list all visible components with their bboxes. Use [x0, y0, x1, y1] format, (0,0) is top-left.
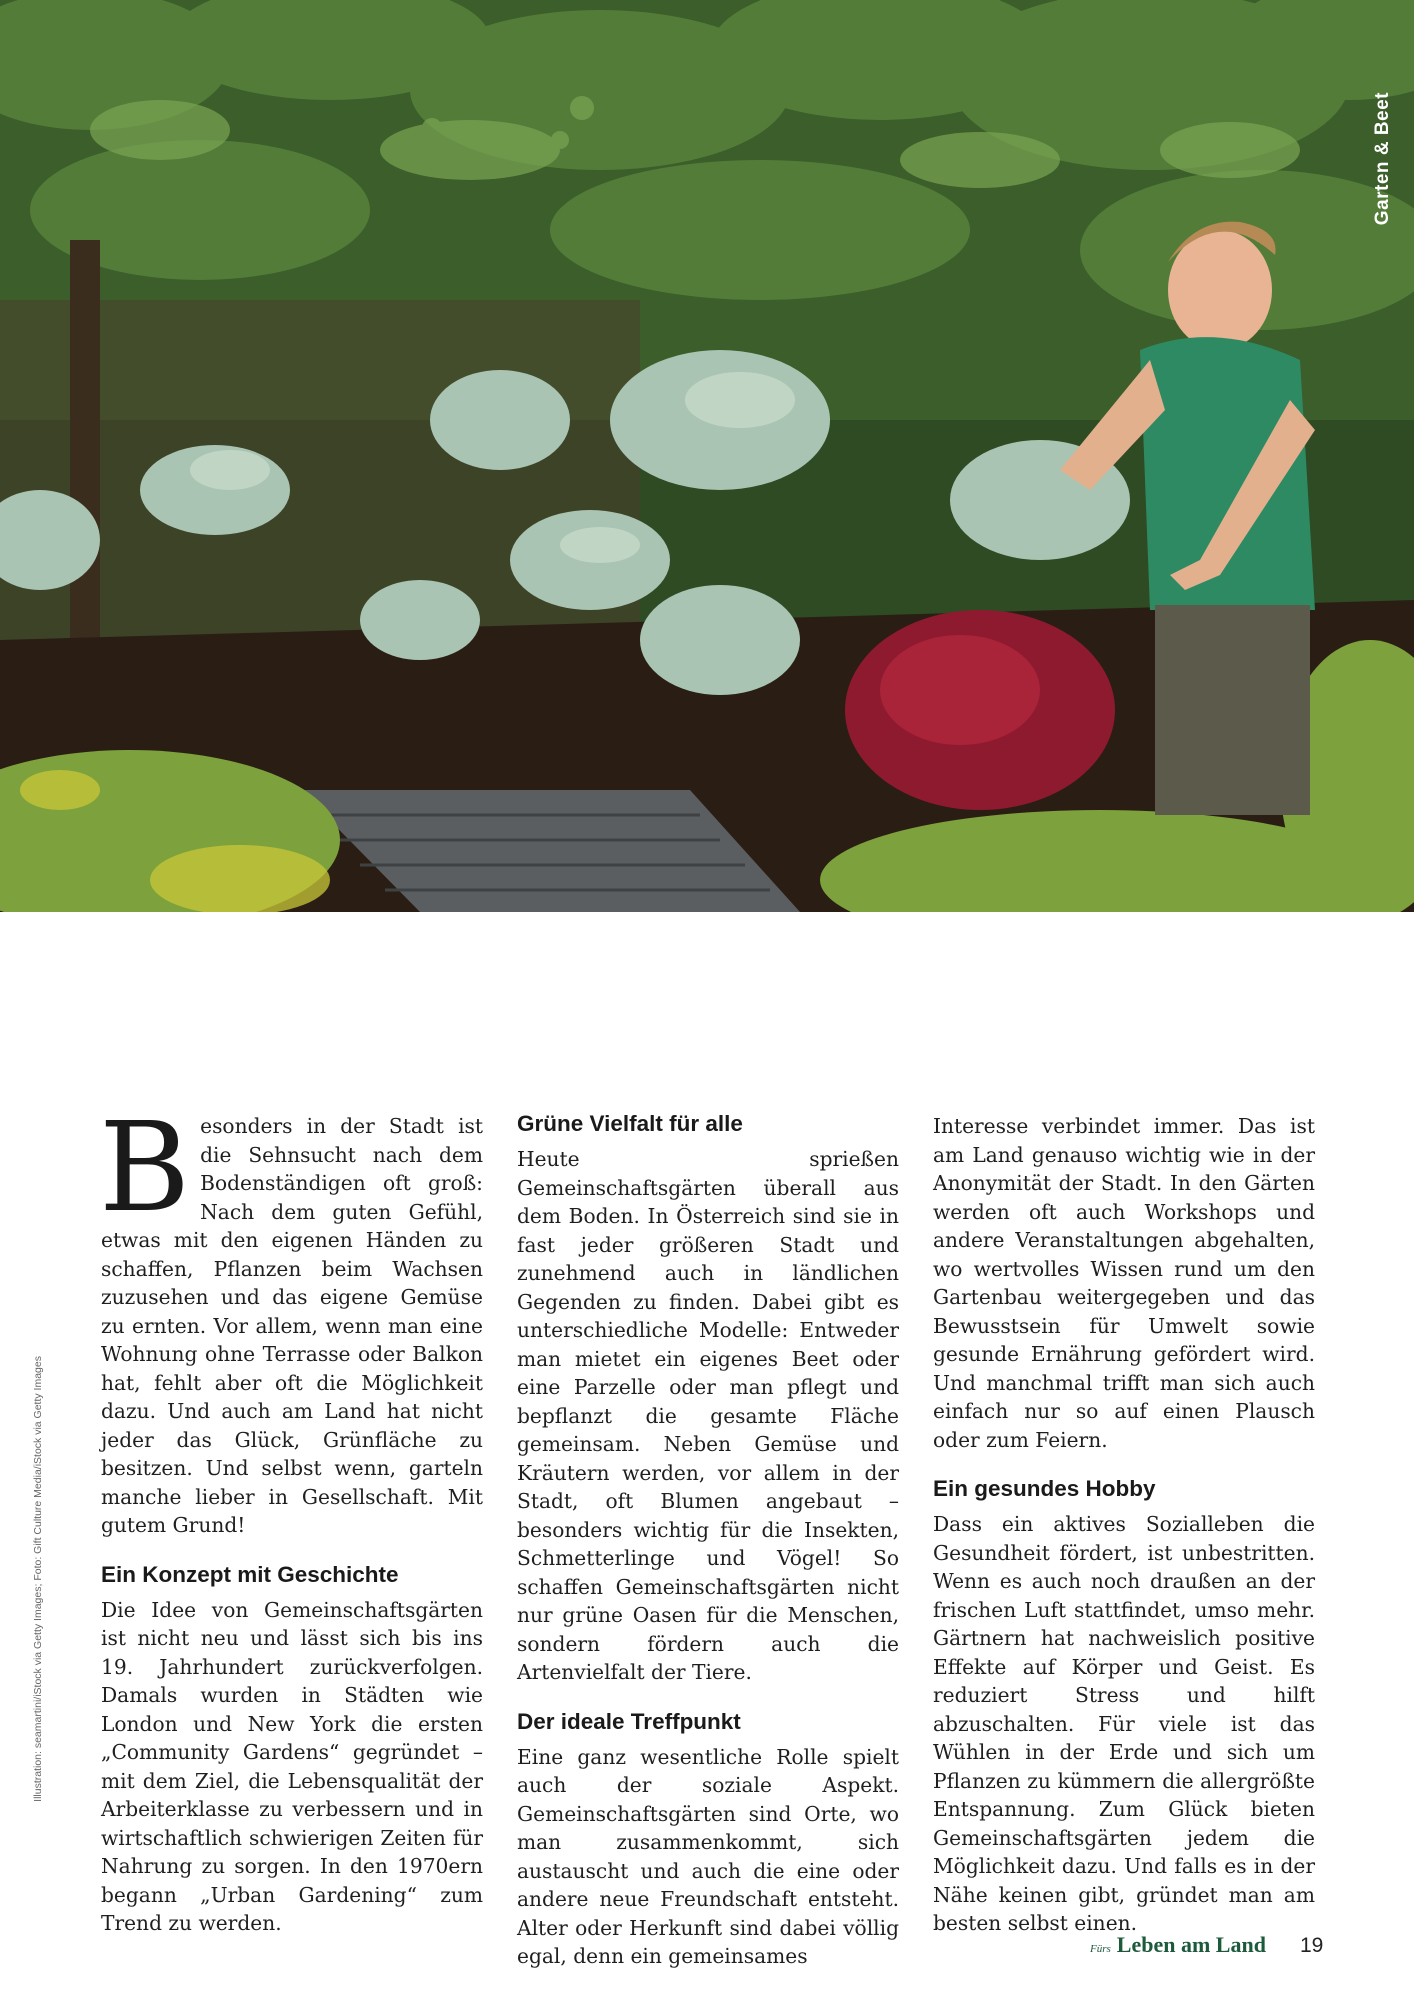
paragraph-healthy-hobby: Dass ein aktives Sozialleben die Gesundheit fördert, ist unbestritten. Wenn es auch noch draußen an der frischen Luft stattfindet, umso mehr. Gärtnern hat nachweislich positive Effekte auf Körper und Geist. Es reduziert Stress und hilft abzuschalten. Für viele ist das Wühlen in der Erde und sich um Pflanzen zu kümmern die allergrößte Entspannung. Zum Glück bieten Gemeinschaftsgärten jedem die Möglichkeit dazu. Und falls es in der Nähe keinen gibt, gründet man am besten selbst einen. [933, 1512, 1315, 1935]
magazine-prefix: Fürs [1090, 1943, 1111, 1955]
heading-diversity: Grüne Vielfalt für alle [517, 1111, 743, 1136]
footer [1090, 1932, 1323, 1958]
garden-illustration [0, 0, 1414, 912]
heading-healthy-hobby: Ein gesundes Hobby [933, 1476, 1156, 1501]
page-number: 19 [1299, 1934, 1324, 1957]
dropcap: B [99, 1096, 191, 1240]
paragraph-diversity: Heute sprießen Gemeinschaftsgärten überall aus dem Boden. In Österreich sind sie in fast jeder größeren Stadt und zunehmend auch in ländlichen Gegenden zu finden. Dabei gibt es unterschiedliche Modelle: Entweder man mietet ein eigenes Beet oder eine Parzelle oder man pflegt und bepflanzt die gesamte Fläche gemeinsam. Neben Gemüse und Kräutern werden, vor allem in der Stadt, oft Blumen angebaut – besonders wichtig für die Insekten, Schmetterlinge und Vögel! So schaffen Gemeinschaftsgärten nicht nur grüne Oasen für die Menschen, sondern fördern auch die Artenvielfalt der Tiere. [517, 1147, 899, 1684]
paragraph-meeting-point-continued: Interesse verbindet immer. Das ist am Land genauso wichtig wie in der Anonymität der Stadt. In den Gärten werden oft auch Workshops und andere Veranstaltungen abgehalten, wo wertvolles Wissen rund um den Gartenbau weitergegeben und das Bewusstsein für Umwelt sowie gesunde Ernährung gefördert wird. Und manchmal trifft man sich auch einfach nur so auf einen Plausch oder zum Feiern. [933, 1114, 1315, 1452]
heading-history: Ein Konzept mit Geschichte [101, 1561, 399, 1587]
paragraph-history: Die Idee von Gemeinschaftsgärten ist nicht neu und lässt sich bis ins 19. Jahrhundert zurückverfolgen. Damals wurden in Städten wie London und New York die ersten „Community Gardens“ gegründet – mit dem Ziel, die Lebensqualität der Arbeiterklasse zu verbessern und in wirtschaftlich schwierigen Zeiten für Nahrung zu sorgen. In den 1970ern begann „Urban Gardening“ zum Trend zu werden. [101, 1597, 483, 1935]
image-credit: Illustration: seamartini/iStock via Getty Images; Foto: Gift Culture Media/iStock via Getty Images [32, 1356, 44, 1802]
heading-meeting-point: Der ideale Treffpunkt [517, 1708, 741, 1734]
column-2 [517, 1112, 899, 1971]
intro-paragraph [99, 1096, 483, 1540]
column-1 [99, 1096, 483, 1938]
section-label: Garten & Beet [1372, 92, 1393, 226]
column-3 [933, 1112, 1315, 1938]
intro-text: esonders in der Stadt ist die Sehnsucht nach dem Bodenständigen oft groß: Nach dem guten Gefühl, etwas mit den eigenen Händen zu schaffen, Pflanzen beim Wachsen zuzusehen und das eigene Gemüse zu ernten. Vor allem, wenn man eine Wohnung ohne Terrasse oder Balkon hat, fehlt aber oft die Möglichkeit dazu. Und auch am Land hat nicht jeder das Glück, Grünfläche zu besitzen. Und selbst wenn, garteln manche lieber in Gesellschaft. Mit gutem Grund! [101, 1114, 483, 1537]
magazine-name: Leben am Land [1116, 1932, 1266, 1957]
hero-photo [0, 0, 1414, 912]
paragraph-meeting-point: Eine ganz wesentliche Rolle spielt auch der soziale Aspekt. Gemeinschaftsgärten sind Orte, wo man zusammenkommt, sich austauscht und auch die eine oder andere neue Freundschaft entsteht. Alter oder Herkunft sind dabei völlig egal, denn ein gemeinsames [517, 1744, 899, 1968]
